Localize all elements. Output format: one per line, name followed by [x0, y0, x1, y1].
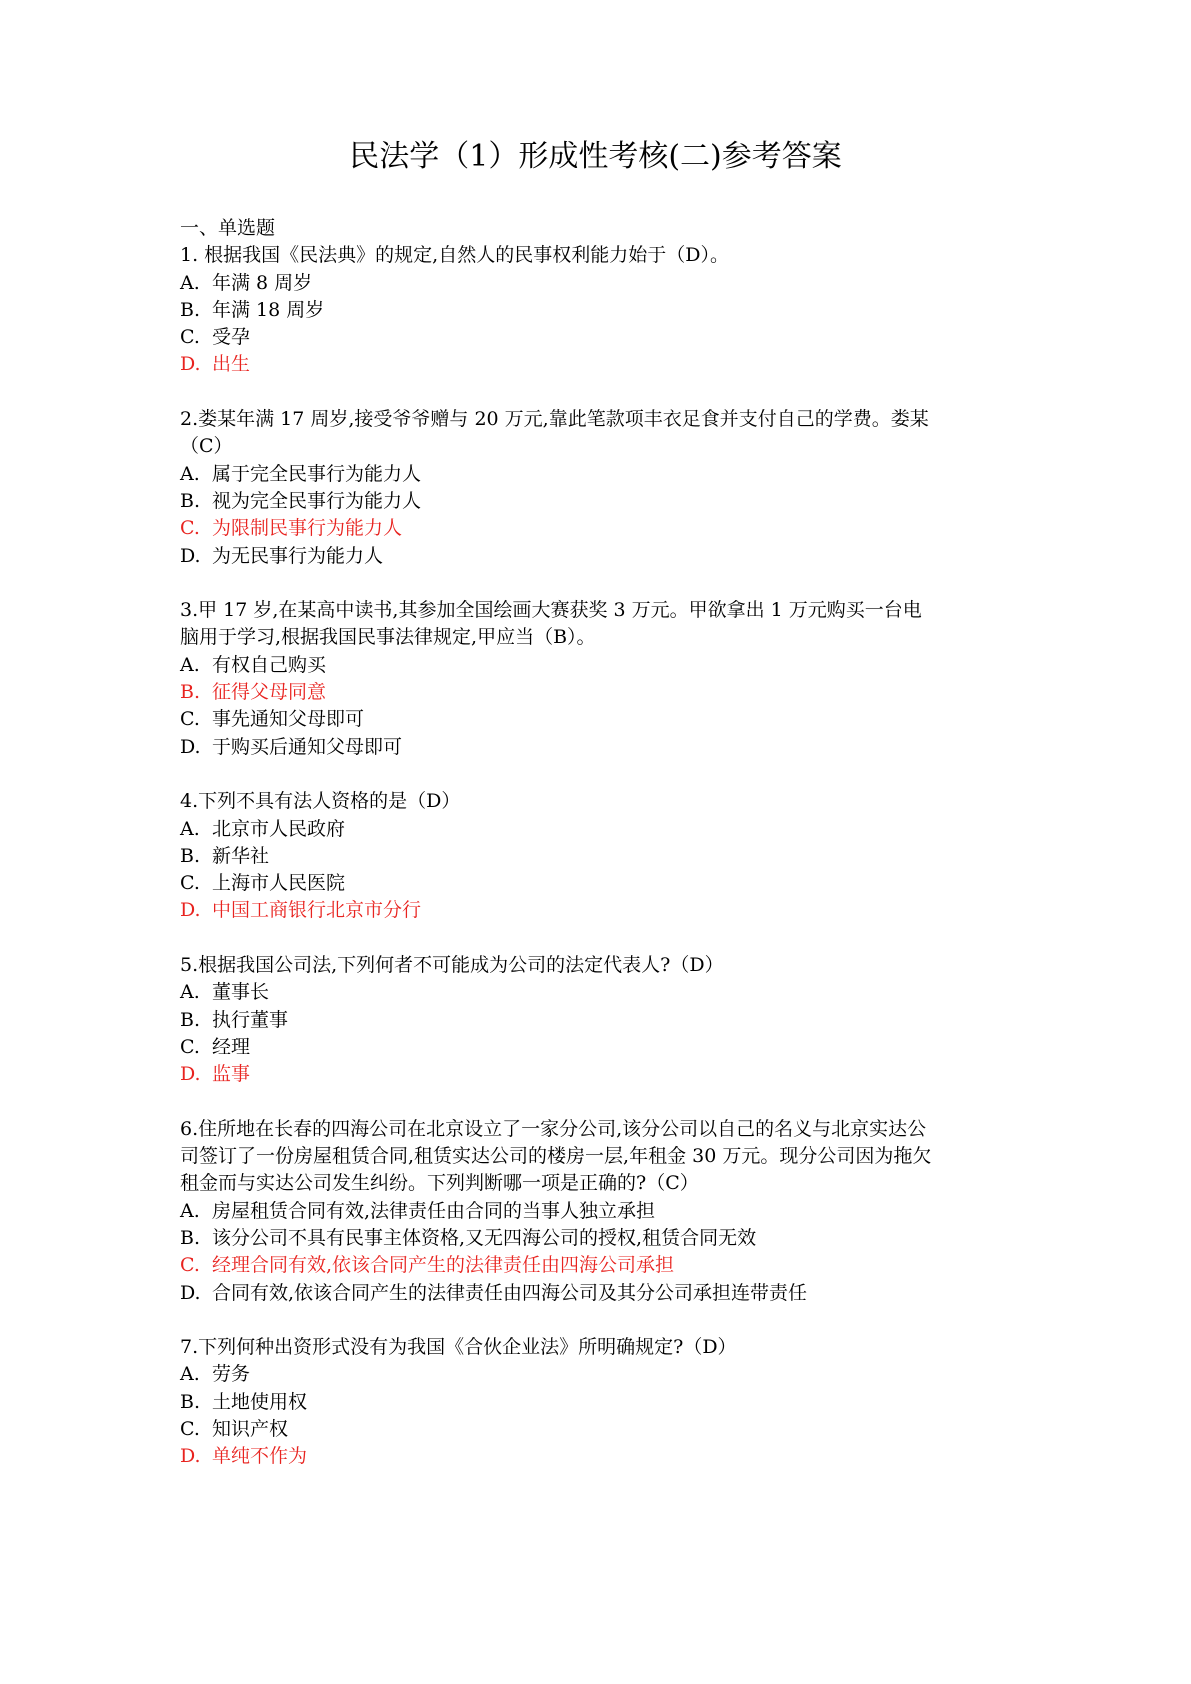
option [180, 734, 1020, 761]
option [180, 816, 1020, 843]
option-text: 征得父母同意 [212, 681, 327, 704]
option-letter: B. [180, 681, 201, 704]
document-content [180, 215, 1020, 1471]
question-5 [180, 952, 1020, 1088]
option-letter: A. [180, 981, 200, 1004]
question-text: 6.住所地在长春的四海公司在北京设立了一家分公司,该分公司以自己的名义与北京实达公 [180, 1117, 927, 1140]
option-text: 房屋租赁合同有效,法律责任由合同的当事人独立承担 [212, 1199, 656, 1222]
option-text: 土地使用权 [212, 1390, 308, 1413]
option-text: 于购买后通知父母即可 [212, 735, 403, 758]
option-text: 视为完全民事行为能力人 [212, 489, 422, 512]
option-text: 中国工商银行北京市分行 [212, 899, 422, 922]
question-4 [180, 788, 1020, 924]
question-text: 7.下列何种出资形式没有为我国《合伙企业法》所明确规定?（D） [180, 1336, 737, 1359]
option-letter: C. [180, 326, 200, 349]
option-letter: C. [180, 517, 200, 540]
option [180, 870, 1020, 897]
option-letter: B. [180, 298, 201, 321]
option-letter: A. [180, 1363, 200, 1386]
option-correct-answer [180, 515, 1020, 542]
question-6 [180, 1116, 1020, 1307]
question-text: 2.娄某年满 17 周岁,接受爷爷赠与 20 万元,靠此笔款项丰衣足食并支付自己的学费。娄某 [180, 408, 929, 431]
option-letter: D. [180, 735, 201, 758]
option-letter: A. [180, 817, 200, 840]
question-text: 脑用于学习,根据我国民事法律规定,甲应当（B）。 [180, 626, 596, 649]
option-text: 经理合同有效,依该合同产生的法律责任由四海公司承担 [212, 1254, 675, 1277]
option [180, 543, 1020, 570]
option [180, 1198, 1020, 1225]
option [180, 706, 1020, 733]
option-text: 出生 [212, 353, 251, 376]
option-correct-answer [180, 897, 1020, 924]
option-letter: C. [180, 708, 200, 731]
option [180, 1361, 1020, 1388]
option-correct-answer [180, 1061, 1020, 1088]
option-text: 执行董事 [212, 1008, 289, 1031]
option [180, 324, 1020, 351]
option-text: 属于完全民事行为能力人 [212, 462, 422, 485]
option-correct-answer [180, 1252, 1020, 1279]
option-letter: B. [180, 1008, 201, 1031]
option [180, 1280, 1020, 1307]
option-text: 劳务 [212, 1363, 251, 1386]
question-list [180, 242, 1020, 1470]
option [180, 1225, 1020, 1252]
option-letter: D. [180, 1281, 201, 1304]
option-text: 经理 [212, 1035, 251, 1058]
option [180, 1007, 1020, 1034]
document-title: 民法学（1）形成性考核(二)参考答案 [349, 139, 842, 174]
option-text: 监事 [212, 1063, 251, 1086]
option [180, 297, 1020, 324]
option-letter: A. [180, 462, 200, 485]
option-letter: C. [180, 1418, 200, 1441]
question-text: 司签订了一份房屋租赁合同,租赁实达公司的楼房一层,年租金 30 万元。现分公司因为拖欠 [180, 1145, 932, 1168]
question-text: 5.根据我国公司法,下列何者不可能成为公司的法定代表人?（D） [180, 954, 724, 977]
question-text: 1. 根据我国《民法典》的规定,自然人的民事权利能力始于（D）。 [180, 244, 729, 267]
option-text: 为限制民事行为能力人 [212, 517, 403, 540]
option-text: 年满 8 周岁 [212, 271, 313, 294]
option-text: 上海市人民医院 [212, 872, 346, 895]
option-text: 单纯不作为 [212, 1445, 308, 1468]
question-text: 3.甲 17 岁,在某高中读书,其参加全国绘画大赛获奖 3 万元。甲欲拿出 1 万元购买一台电 [180, 599, 922, 622]
option-letter: A. [180, 1199, 200, 1222]
option-letter: D. [180, 353, 201, 376]
option [180, 1034, 1020, 1061]
option [180, 1389, 1020, 1416]
option-correct-answer [180, 679, 1020, 706]
option-text: 年满 18 周岁 [212, 298, 325, 321]
option [180, 843, 1020, 870]
option-text: 知识产权 [212, 1418, 289, 1441]
question-2 [180, 406, 1020, 570]
option-letter: D. [180, 544, 201, 567]
option-correct-answer [180, 1443, 1020, 1470]
option-letter: D. [180, 1063, 201, 1086]
option-text: 合同有效,依该合同产生的法律责任由四海公司及其分公司承担连带责任 [212, 1281, 808, 1304]
option-text: 该分公司不具有民事主体资格,又无四海公司的授权,租赁合同无效 [212, 1226, 757, 1249]
option-text: 为无民事行为能力人 [212, 544, 384, 567]
option-text: 北京市人民政府 [212, 817, 346, 840]
option-letter: B. [180, 1226, 201, 1249]
option-letter: C. [180, 1254, 200, 1277]
question-text: （C） [180, 435, 233, 458]
option-letter: D. [180, 899, 201, 922]
option [180, 461, 1020, 488]
option [180, 652, 1020, 679]
question-7 [180, 1334, 1020, 1470]
question-1 [180, 242, 1020, 378]
option [180, 979, 1020, 1006]
option-letter: B. [180, 1390, 201, 1413]
option-letter: C. [180, 872, 200, 895]
option [180, 1416, 1020, 1443]
option [180, 270, 1020, 297]
option-letter: B. [180, 489, 201, 512]
option-letter: D. [180, 1445, 201, 1468]
option-letter: A. [180, 271, 200, 294]
question-text: 4.下列不具有法人资格的是（D） [180, 790, 461, 813]
option-letter: A. [180, 653, 200, 676]
option-text: 事先通知父母即可 [212, 708, 365, 731]
option-letter: B. [180, 844, 201, 867]
option-text: 受孕 [212, 326, 251, 349]
question-text: 租金而与实达公司发生纠纷。下列判断哪一项是正确的?（C） [180, 1172, 699, 1195]
question-3 [180, 597, 1020, 761]
section-title: 一、单选题 [180, 217, 276, 239]
option-text: 董事长 [212, 981, 270, 1004]
option-correct-answer [180, 351, 1020, 378]
option [180, 488, 1020, 515]
option-letter: C. [180, 1035, 200, 1058]
option-text: 有权自己购买 [212, 653, 327, 676]
option-text: 新华社 [212, 844, 270, 867]
